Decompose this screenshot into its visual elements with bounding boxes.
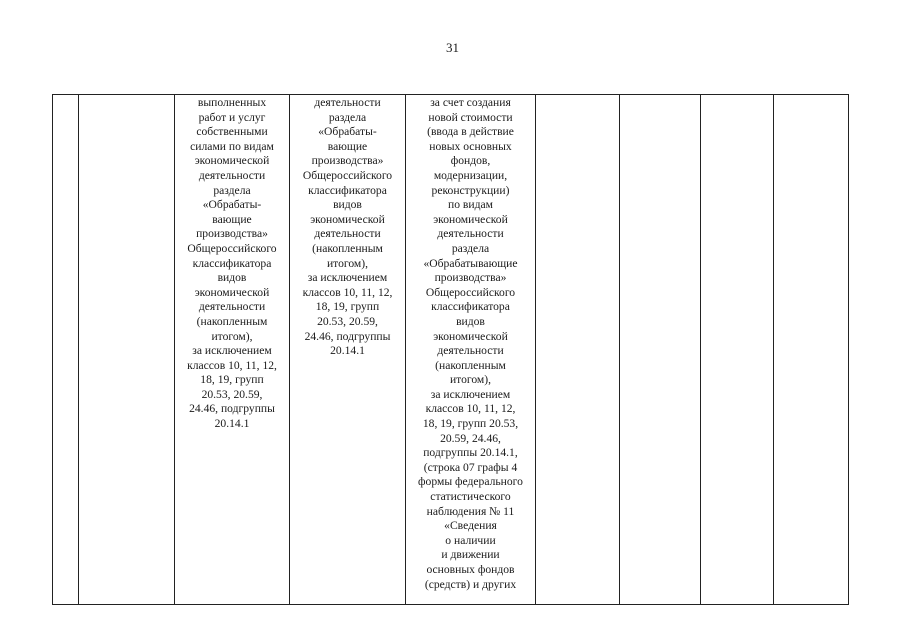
new-value-text: за счет создания новой стоимости (ввода в действие новых основных фондов, модернизации, реконструкции) по видам экономической деятельности раздела «Обрабатывающие производства» Общероссийского классификатора видов экономической деятельности (накопленным итогом), за исключением классов 10, 11, 12, 18, 19, групп 20.53, 20.59, 24.46, подгруппы 20.14.1, (строка 07 графы 4 формы федерального статистического наблюдения № 11 «Сведения о наличии и движении основных фондов (средств) и других: [418, 96, 523, 591]
activity-text: деятельности раздела «Обрабаты- вающие производства» Общероссийского классификатора видов экономической деятельности (накопленным итогом), за исключением классов 10, 11, 12, 18, 19, групп 20.53, 20.59, 24.46, подгруппы 20.14.1: [302, 96, 393, 358]
table-row: [53, 95, 849, 605]
cell-indicator: [79, 95, 175, 605]
cell-volume-works: [175, 95, 290, 605]
cell-col7: [620, 95, 701, 605]
cell-number: [53, 95, 79, 605]
page-number: 31: [446, 40, 459, 55]
cell-col6: [536, 95, 620, 605]
cell-activity: [290, 95, 406, 605]
cell-new-value: [406, 95, 536, 605]
indicator-table: [52, 94, 849, 605]
volume-works-text: выполненных работ и услуг собственными силами по видам экономической деятельности раздела «Обрабаты- вающие производства» Общероссийского классификатора видов экономической деятельности (накопленным итогом), за исключением классов 10, 11, 12, 18, 19, групп 20.53, 20.59, 24.46, подгруппы 20.14.1: [187, 96, 277, 431]
cell-col9: [774, 95, 849, 605]
cell-col8: [701, 95, 774, 605]
